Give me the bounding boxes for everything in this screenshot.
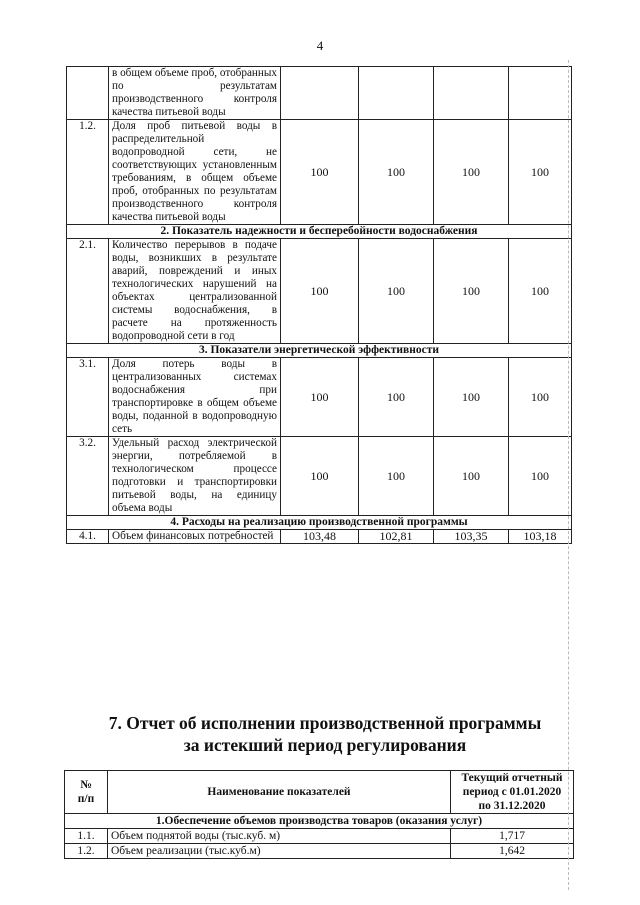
header-num-line-1: № bbox=[80, 779, 92, 791]
table-row bbox=[65, 844, 574, 859]
row-num: 1.1. bbox=[65, 829, 108, 844]
report-section-title: 1.Обеспечение объемов производства товаров (оказания услуг) bbox=[65, 814, 574, 829]
row-value: 1,717 bbox=[451, 829, 574, 844]
row-value: 100 bbox=[281, 120, 359, 225]
row-value: 100 bbox=[281, 437, 359, 516]
header-name: Наименование показателей bbox=[108, 771, 451, 814]
row-value: 103,35 bbox=[434, 530, 509, 544]
table-row bbox=[67, 437, 572, 516]
row-name: Объем финансовых потребностей bbox=[109, 530, 281, 544]
row-value bbox=[359, 67, 434, 120]
row-name: в общем объеме проб, отобранных по результатам производственного контроля качества питьевой воды bbox=[109, 67, 281, 120]
row-value: 100 bbox=[359, 120, 434, 225]
section-row bbox=[67, 344, 572, 358]
section-row bbox=[67, 516, 572, 530]
row-value bbox=[434, 67, 509, 120]
table-row bbox=[67, 530, 572, 544]
section-title: 3. Показатели энергетической эффективности bbox=[67, 344, 572, 358]
indicators-table bbox=[66, 66, 572, 544]
row-value: 100 bbox=[434, 358, 509, 437]
row-value: 100 bbox=[359, 239, 434, 344]
row-value bbox=[281, 67, 359, 120]
row-value: 103,48 bbox=[281, 530, 359, 544]
header-num bbox=[65, 771, 108, 814]
table-row bbox=[65, 829, 574, 844]
table-row bbox=[67, 67, 572, 120]
row-name: Доля проб питьевой воды в распределительной водопроводной сети, не соответствующих установленным требованиям, в общем объеме проб, отобранных по результатам производственного контроля качества питьевой воды bbox=[109, 120, 281, 225]
row-num: 3.2. bbox=[67, 437, 109, 516]
row-name: Доля потерь воды в централизованных системах водоснабжения при транспортировке в общем объеме воды, поданной в водопроводную сеть bbox=[109, 358, 281, 437]
header-period-line-2: период с 01.01.2020 bbox=[462, 786, 562, 798]
row-num: 1.2. bbox=[65, 844, 108, 859]
table-row bbox=[67, 358, 572, 437]
table-row bbox=[67, 239, 572, 344]
row-value: 100 bbox=[359, 437, 434, 516]
row-value: 100 bbox=[281, 358, 359, 437]
row-num: 3.1. bbox=[67, 358, 109, 437]
header-period-line-3: по 31.12.2020 bbox=[478, 800, 546, 812]
section-title: 2. Показатель надежности и бесперебойности водоснабжения bbox=[67, 225, 572, 239]
row-value: 100 bbox=[434, 437, 509, 516]
row-num: 1.2. bbox=[67, 120, 109, 225]
row-name: Количество перерывов в подаче воды, возникших в результате аварий, повреждений и иных технологических нарушений на объектах централизованной системы водоснабжения, в расчете на протяженность водопроводной сети в год bbox=[109, 239, 281, 344]
row-name: Объем поднятой воды (тыс.куб. м) bbox=[108, 829, 451, 844]
row-value: 100 bbox=[281, 239, 359, 344]
row-value: 1,642 bbox=[451, 844, 574, 859]
section-row bbox=[67, 225, 572, 239]
page-number: 4 bbox=[316, 38, 324, 53]
row-name: Удельный расход электрической энергии, потребляемой в технологическом процессе подготовки и транспортировки питьевой воды, на единицу объема воды bbox=[109, 437, 281, 516]
row-value: 100 bbox=[509, 120, 572, 225]
section-title: 4. Расходы на реализацию производственной программы bbox=[67, 516, 572, 530]
row-value: 103,18 bbox=[509, 530, 572, 544]
report-section-row bbox=[65, 814, 574, 829]
row-value: 100 bbox=[509, 358, 572, 437]
row-num: 2.1. bbox=[67, 239, 109, 344]
header-period bbox=[451, 771, 574, 814]
scan-margin-line bbox=[568, 60, 569, 890]
section-heading bbox=[60, 712, 590, 756]
row-name: Объем реализации (тыс.куб.м) bbox=[108, 844, 451, 859]
row-num: 4.1. bbox=[67, 530, 109, 544]
header-period-line-1: Текущий отчетный bbox=[461, 772, 563, 784]
table-row bbox=[67, 120, 572, 225]
row-num bbox=[67, 67, 109, 120]
row-value: 100 bbox=[434, 239, 509, 344]
row-value: 100 bbox=[434, 120, 509, 225]
row-value bbox=[509, 67, 572, 120]
report-table bbox=[64, 770, 574, 859]
heading-line-1: 7. Отчет об исполнении производственной программы bbox=[108, 713, 542, 733]
row-value: 100 bbox=[359, 358, 434, 437]
header-num-line-2: п/п bbox=[77, 793, 95, 805]
row-value: 102,81 bbox=[359, 530, 434, 544]
report-header-row bbox=[65, 771, 574, 814]
row-value: 100 bbox=[509, 437, 572, 516]
row-value: 100 bbox=[509, 239, 572, 344]
heading-line-2: за истекший период регулирования bbox=[183, 735, 467, 755]
